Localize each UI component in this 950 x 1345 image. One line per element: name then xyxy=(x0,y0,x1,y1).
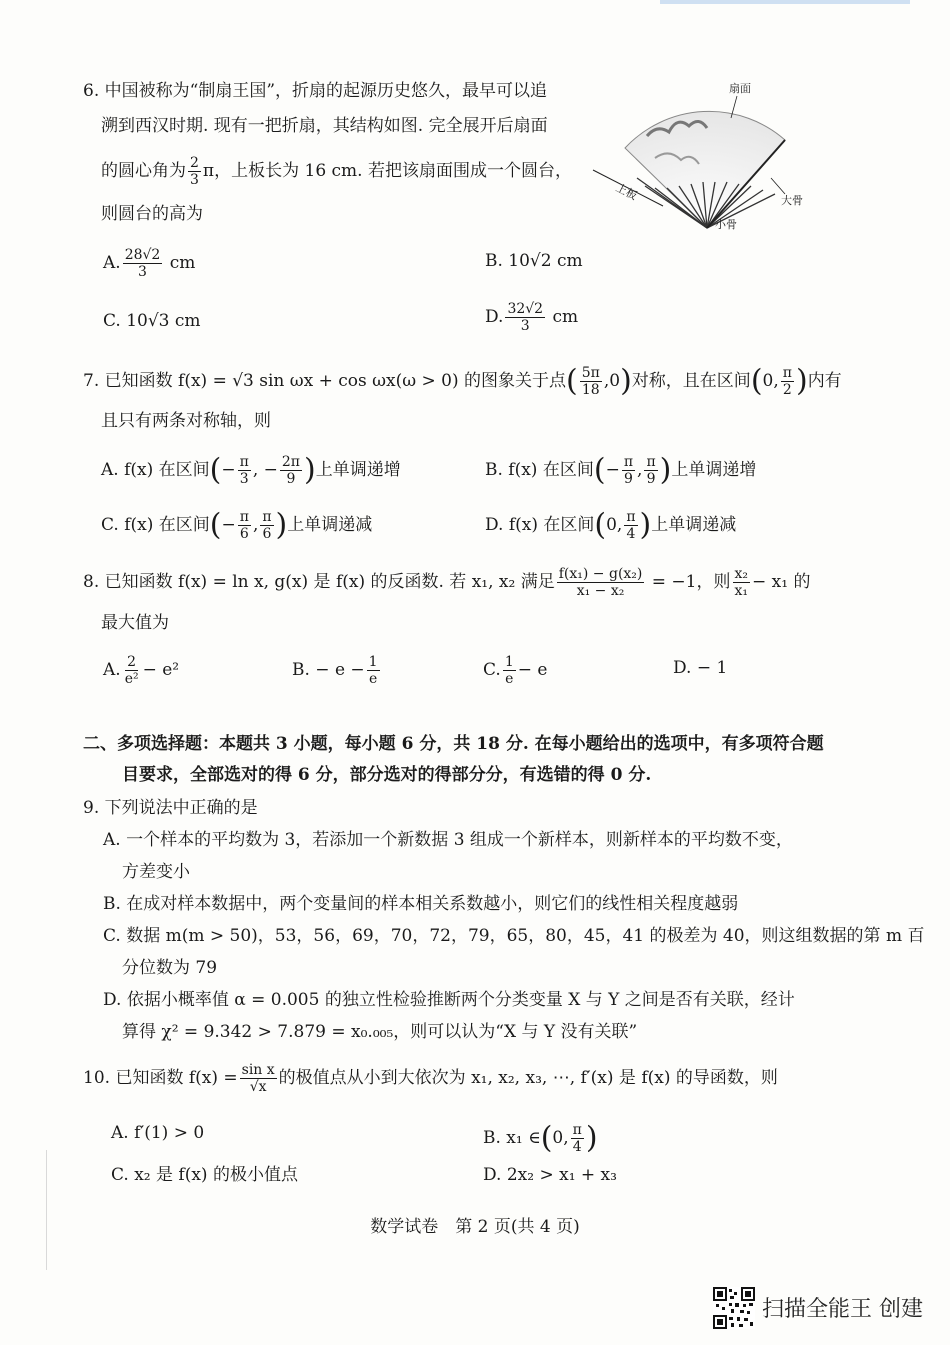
label-fan-surface: 扇面 xyxy=(729,82,751,95)
q7-option-d: D. f(x) 在区间(0, $\frac{\pi}{4}$ )上单调递减 xyxy=(485,507,737,543)
label-small-rib: 小骨 xyxy=(715,218,737,231)
q9-option-d-line1: D. 依据小概率值 α = 0.005 的独立性检验推断两个分类变量 X 与 Y 之间是否有关联，经计 xyxy=(103,990,795,1010)
q8-option-d: D. − 1 xyxy=(673,658,728,678)
q6-line3: 的圆心角为 $\frac{2}{3}$ π，上板长为 16 cm. 若把该扇面围成一个圆台， xyxy=(101,155,572,188)
qr-code-icon xyxy=(713,1287,755,1329)
q8-stem-line2: 最大值为 xyxy=(101,613,169,633)
q9-option-d-line2: 算得 χ² = 9.342 > 7.879 = x₀.₀₀₅，则可以认为“X 与 Y 没有关联” xyxy=(122,1022,638,1042)
label-upper-board: 上板 xyxy=(613,181,640,203)
q7-option-c: C. f(x) 在区间(− $\frac{\pi}{6}$ , $\frac{\pi}{6}$ )上单调递减 xyxy=(101,507,373,543)
q9-option-c-line2: 分位数为 79 xyxy=(122,958,218,978)
label-big-rib: 大骨 xyxy=(781,194,803,207)
q9-option-c-line1: C. 数据 m(m > 50)，53，56，69，70，72，79，65，80，45，41 的极差为 40，则这组数据的第 m 百 xyxy=(103,926,925,946)
q6-option-b: B. 10√2 cm xyxy=(485,251,583,271)
q8-option-c: C. $\frac{1}{e}$ − e xyxy=(483,654,548,687)
q6-line1: 6. 中国被称为“制扇王国”，折扇的起源历史悠久，最早可以追 xyxy=(83,81,548,101)
scanner-watermark: 扫描全能王 创建 xyxy=(762,1297,923,1322)
scan-edge-line xyxy=(46,1150,47,1270)
q6-line4: 则圆台的高为 xyxy=(101,204,203,224)
q9-option-b: B. 在成对样本数据中，两个变量间的样本相关系数越小，则它们的线性相关程度越弱 xyxy=(103,894,739,914)
q6-line2: 溯到西汉时期. 现有一把折扇，其结构如图. 完全展开后扇面 xyxy=(101,116,548,136)
page-footer: 数学试卷 第 2 页(共 4 页) xyxy=(370,1217,580,1237)
q10-stem: 10. 已知函数 f(x) = $\frac{\text{sin x}}{√x}$ 的极值点从小到大依次为 x₁, x₂, x₃, ⋯, f′(x) 是 f(x) 的导函数，则 xyxy=(83,1062,778,1095)
q9-stem: 9. 下列说法中正确的是 xyxy=(83,798,258,818)
q6-option-c: C. 10√3 cm xyxy=(103,311,201,331)
top-edge-mark xyxy=(660,0,910,4)
q10-option-b: B. x₁ ∈(0, $\frac{\pi}{4}$ ) xyxy=(483,1120,598,1156)
q10-option-c: C. x₂ 是 f(x) 的极小值点 xyxy=(111,1165,298,1185)
q8-option-b: B. − e − $\frac{1}{e}$ xyxy=(292,654,378,687)
q9-option-a-line2: 方差变小 xyxy=(122,862,190,882)
q7-option-a: A. f(x) 在区间(− $\frac{\pi}{3}$ , − $\frac{2\pi}{9}$ )上单调递增 xyxy=(101,452,401,488)
angle-fraction: $\frac{2}{3}$ xyxy=(190,155,199,188)
q6-option-d: D. $\frac{32√2}{3}$ cm xyxy=(485,301,579,334)
section2-heading-line1: 二、多项选择题：本题共 3 小题，每小题 6 分，共 18 分. 在每小题给出的选项中，有多项符合题 xyxy=(83,734,824,754)
q7-option-b: B. f(x) 在区间(− $\frac{\pi}{9}$ , $\frac{\pi}{9}$ )上单调递增 xyxy=(485,452,757,488)
q10-option-a: A. f′(1) > 0 xyxy=(111,1123,205,1143)
q6-option-a: A. $\frac{28√2}{3}$ cm xyxy=(103,247,196,280)
q7-stem-line1: 7. 已知函数 f(x) = √3 sin ωx + cos ωx(ω > 0) 的图象关于点( $\frac{5\pi}{18}$ ,0)对称，且在区间(0, $\frac{\pi}{2}$ )内有 xyxy=(83,363,842,399)
q7-stem-line2: 且只有两条对称轴，则 xyxy=(101,411,271,431)
folding-fan-figure xyxy=(585,78,810,238)
section2-heading-line2: 目要求，全部选对的得 6 分，部分选对的得部分分，有选错的得 0 分. xyxy=(122,765,652,785)
q10-option-d: D. 2x₂ > x₁ + x₃ xyxy=(483,1165,617,1185)
q8-stem-line1: 8. 已知函数 f(x) = ln x, g(x) 是 f(x) 的反函数. 若 x₁, x₂ 满足 $\frac{\text{f(x₁) − g(x₂)}}{\text{x₁ − x₂}}$ = −1，则 $\frac{\text{x₂}}{\text{x₁}}$ − x₁ 的 xyxy=(83,566,811,599)
q8-option-a: A. $\frac{2}{\text{e²}}$ − e² xyxy=(103,654,180,687)
q9-option-a-line1: A. 一个样本的平均数为 3，若添加一个新数据 3 组成一个新样本，则新样本的平均数不变， xyxy=(103,830,793,850)
